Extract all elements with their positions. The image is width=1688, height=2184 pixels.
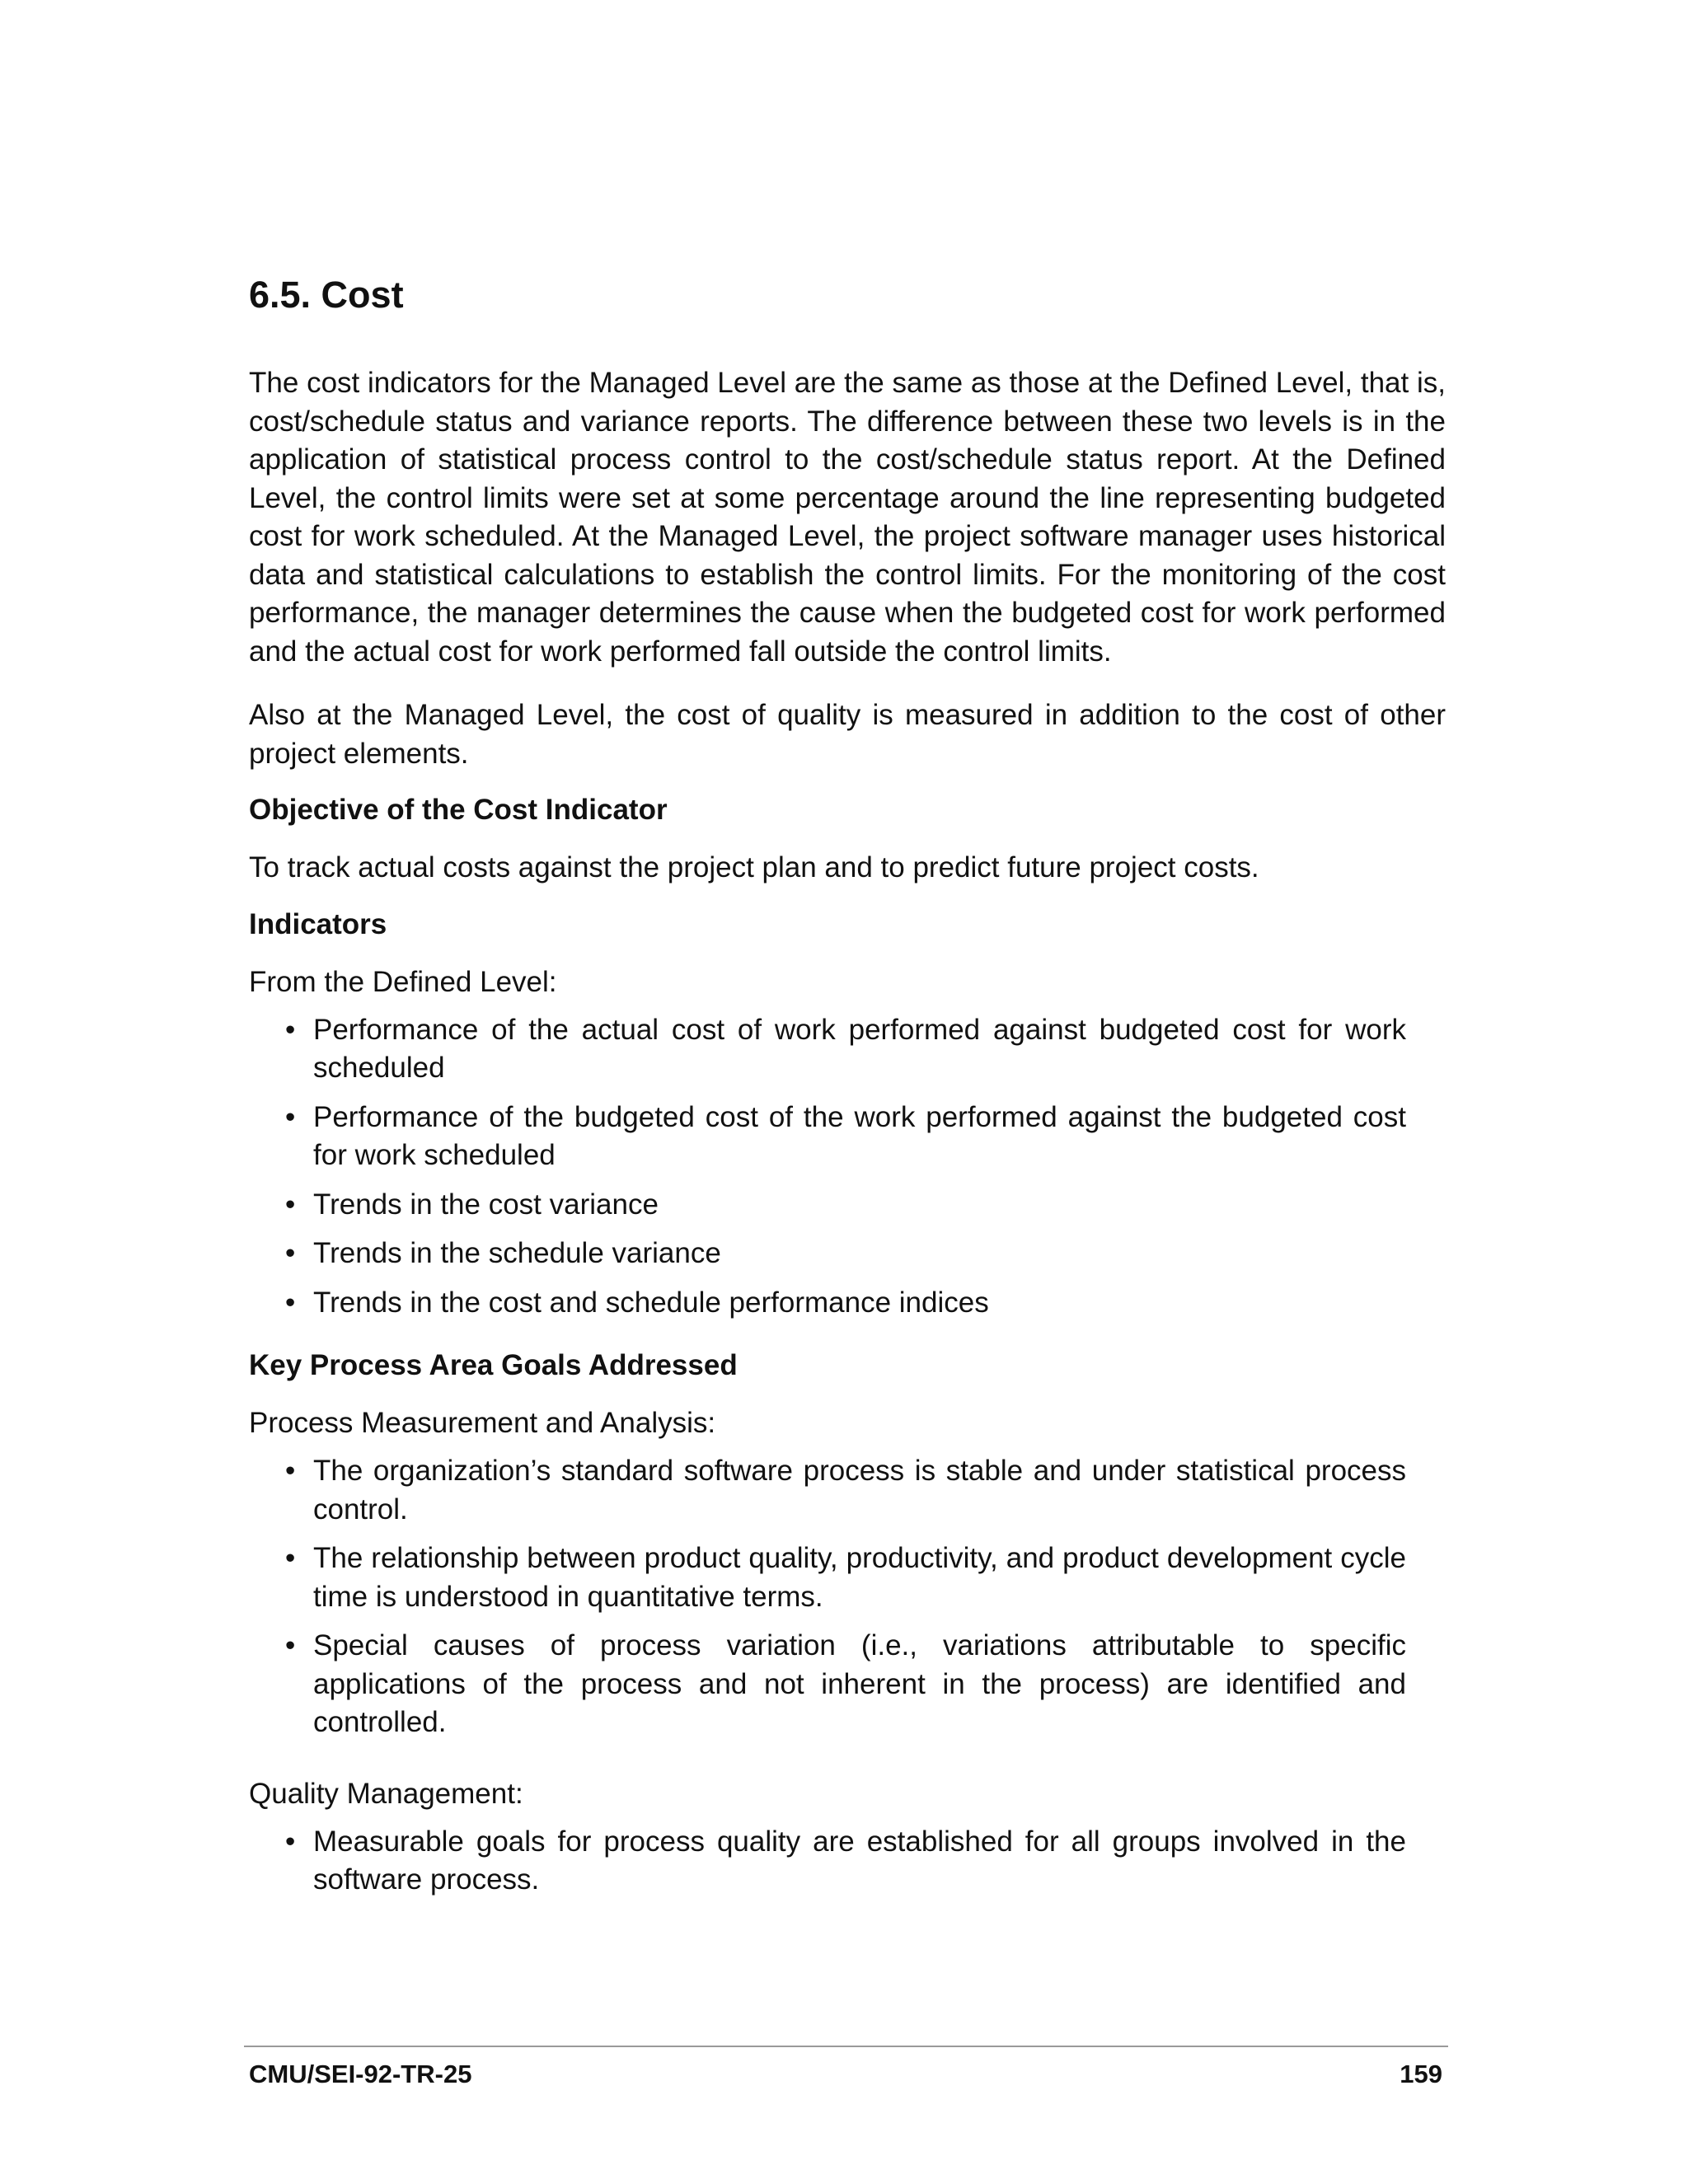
intro-paragraph-2: Also at the Managed Level, the cost of quality is measured in addition to the cost of other project elements. (249, 699, 1446, 770)
footer-divider (244, 2046, 1448, 2047)
list-item: • The organization’s standard software process is stable and under statistical process control. (249, 1452, 1446, 1529)
pma-goals-list (249, 1452, 1446, 1742)
list-item: • The relationship between product quality, productivity, and product development cycle time is understood in quantitative terms. (249, 1540, 1446, 1616)
list-item: • Special causes of process variation (i.e., variations attributable to specific applications of the process and not inherent in the process) are identified and controlled. (249, 1627, 1446, 1742)
indicators-intro: From the Defined Level: (249, 965, 557, 998)
section-title: 6.5. Cost (249, 274, 404, 316)
intro-paragraph-1: The cost indicators for the Managed Level are the same as those at the Defined Level, that is, cost/schedule status and variance reports. The difference between these two levels is in the application of statistical process control to the cost/schedule status report. At the Defined Level, the control limits were set at some percentage around the line representing budgeted cost for work scheduled. At the Managed Level, the project software manager uses historical data and statistical calculations to establish the control limits. For the monitoring of the cost performance, the manager determines the cause when the budgeted cost for work performed and the actual cost for work performed fall outside the control limits. (249, 367, 1446, 668)
bullet-icon: • (285, 1542, 296, 1574)
goals-heading: Key Process Area Goals Addressed (249, 1349, 738, 1381)
qm-goals-list (249, 1823, 1446, 1900)
bullet-icon: • (285, 1825, 296, 1858)
bullet-icon: • (285, 1013, 296, 1046)
bullet-icon: • (285, 1237, 296, 1269)
objective-text: To track actual costs against the project plan and to predict future project costs. (249, 851, 1259, 883)
list-item: • Trends in the cost variance (249, 1186, 1446, 1225)
page-content (249, 272, 1446, 1924)
pma-intro: Process Measurement and Analysis: (249, 1407, 716, 1439)
qm-intro: Quality Management: (249, 1777, 523, 1810)
bullet-icon: • (285, 1629, 296, 1661)
list-item: • Measurable goals for process quality are established for all groups involved in the software process. (249, 1823, 1446, 1900)
bullet-icon: • (285, 1455, 296, 1487)
list-item: • Performance of the budgeted cost of the work performed against the budgeted cost for work scheduled (249, 1099, 1446, 1175)
list-item: • Performance of the actual cost of work performed against budgeted cost for work scheduled (249, 1011, 1446, 1088)
objective-heading: Objective of the Cost Indicator (249, 794, 668, 826)
bullet-icon: • (285, 1188, 296, 1221)
list-item: • Trends in the cost and schedule performance indices (249, 1284, 1446, 1323)
indicators-list (249, 1011, 1446, 1323)
footer-page-number: 159 (1400, 2060, 1442, 2088)
indicators-heading: Indicators (249, 907, 387, 940)
bullet-icon: • (285, 1286, 296, 1319)
footer-report-id: CMU/SEI-92-TR-25 (249, 2060, 472, 2088)
list-item: • Trends in the schedule variance (249, 1235, 1446, 1273)
bullet-icon: • (285, 1100, 296, 1133)
